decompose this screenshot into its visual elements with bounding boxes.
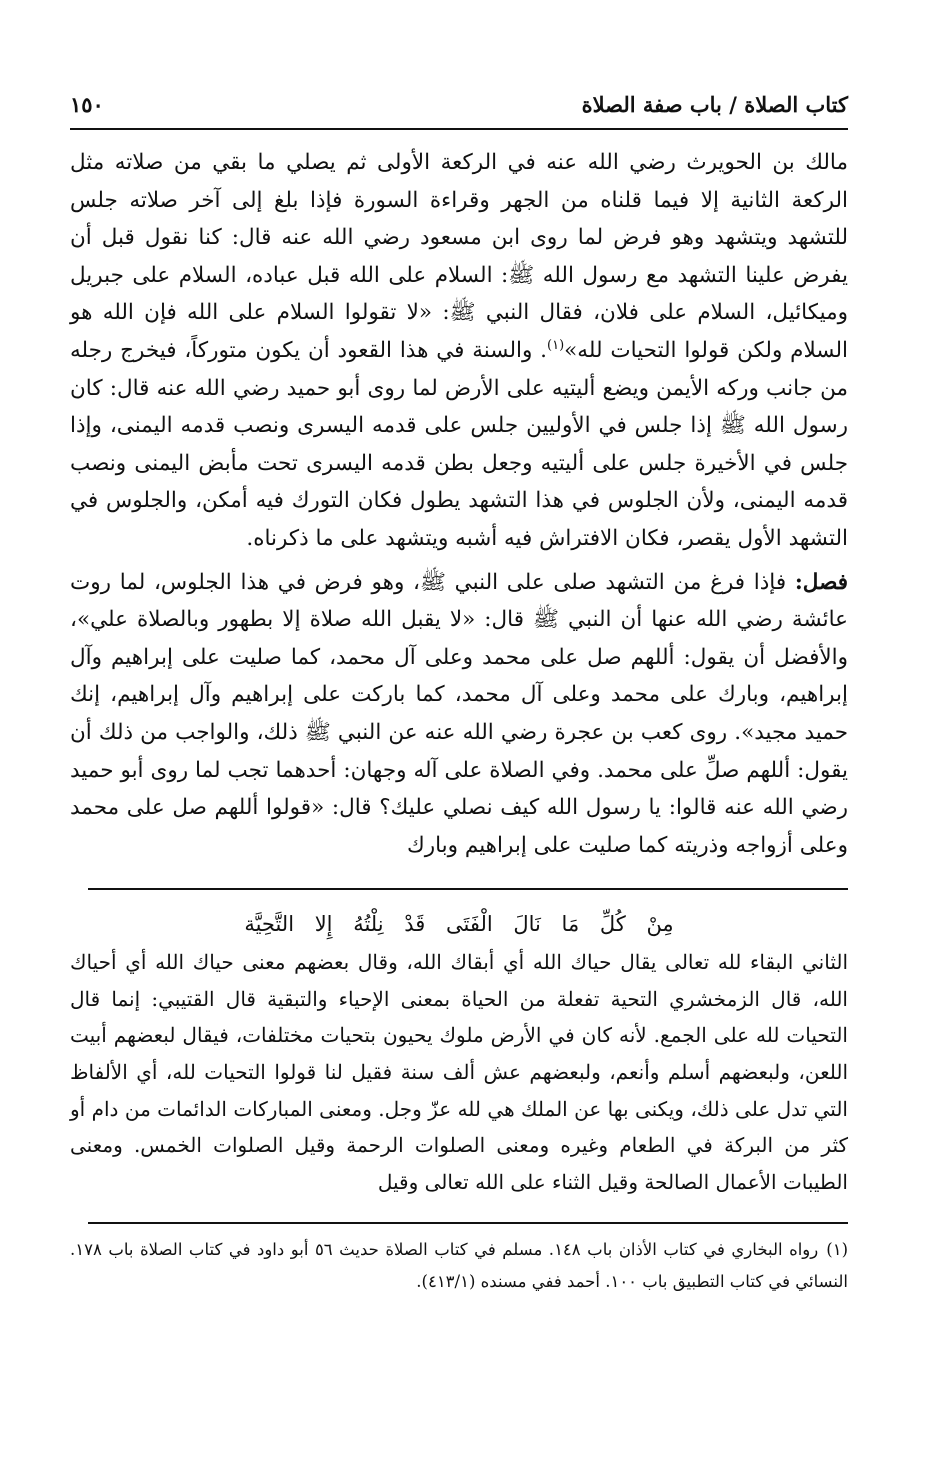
paragraph-1: [70, 144, 848, 558]
footnote-1: [70, 1234, 848, 1298]
footnote-1-number: (١): [826, 1240, 848, 1260]
paragraph-1-text-b: . والسنة في هذا القعود أن يكون متوركاً، فيخرج رجله من جانب وركه الأيمن ويضع أليتيه على الأرض لما روى أبو حميد رضي الله عنه قال: كان رسول الله ﷺ إذا جلس في الأوليين جلس على قدمه اليسرى ونصب قدمه اليمنى، وإذا جلس في الأخيرة جلس على أليتيه وجعل بطن قدمه اليسرى تحت مأبض اليمنى ونصب قدمه اليمنى، ولأن الجلوس في هذا التشهد يطول فكان التورك فيه أمكن، والجلوس في التشهد الأول يقصر، فكان الافتراش فيه أشبه ويتشهد على ما ذكرناه.: [70, 337, 848, 551]
footnote-reference: (١): [547, 337, 565, 353]
commentary-divider: [88, 888, 848, 890]
footnotes: [70, 1234, 848, 1298]
footnote-divider: [88, 1222, 848, 1224]
page-number: ١٥٠: [70, 92, 104, 117]
poetry-verse: مِنْ كُلِّ مَا نَالَ الْفَتَى قَدْ نِلْتُهُ إِلا التَّحِيَّة: [244, 912, 674, 937]
section-label-fasl: فصل:: [794, 569, 848, 595]
commentary-text: [70, 944, 848, 1200]
paragraph-2: [70, 564, 848, 865]
footnote-1-text: رواه البخاري في كتاب الأذان باب ١٤٨. مسلم في كتاب الصلاة حديث ٥٦ أبو داود في كتاب الصلاة باب ١٧٨. النسائي في كتاب التطبيق باب ١٠٠. أحمد ففي مسنده (٤١٣/١).: [70, 1240, 848, 1292]
page-header: [70, 88, 848, 130]
paragraph-1-text-a: مالك بن الحويرث رضي الله عنه في الركعة الأولى ثم يصلي ما بقي من صلاته مثل الركعة الثانية إلا فيما قلناه من الجهر وقراءة السورة فإذا بلغ إلى آخر صلاته جلس للتشهد ويتشهد وهو فرض لما روى ابن مسعود رضي الله عنه قال: كنا نقول قبل أن يفرض علينا التشهد مع رسول الله ﷺ: السلام على الله قبل عباده، السلام على جبريل وميكائيل، السلام على فلان، فقال النبي ﷺ: «لا تقولوا السلام على الله فإن الله هو السلام ولكن قولوا التحيات لله»: [70, 150, 848, 363]
commentary-paragraph: الثاني البقاء لله تعالى يقال حياك الله أي أبقاك الله، وقال بعضهم معنى حياك الله أي أحياك الله، قال الزمخشري التحية تفعلة من الحياة بمعنى الإحياء والتبقية قال القتيبي: إنما قال التحيات لله على الجمع. لأنه كان في الأرض ملوك يحيون بتحيات مختلفات، فيقال لبعضهم أبيت اللعن، ولبعضهم أسلم وأنعم، ولبعضهم عش ألف سنة فقيل لنا قولوا التحيات لله، أي الألفاظ التي تدل على ذلك، ويكنى بها عن الملك هي لله عزّ وجل. ومعنى المباركات الدائمات من دام أو كثر من البركة في الطعام وغيره ومعنى الصلوات الرحمة وقيل الصلوات الخمس. ومعنى الطيبات الأعمال الصالحة وقيل الثناء على الله تعالى وقيل: [70, 950, 848, 1194]
book-page: [70, 88, 848, 1298]
running-head: كتاب الصلاة / باب صفة الصلاة: [581, 92, 848, 117]
main-text: [70, 144, 848, 864]
paragraph-2-text: فإذا فرغ من التشهد صلى على النبي ﷺ، وهو فرض في هذا الجلوس، لما روت عائشة رضي الله عنها أن النبي ﷺ قال: «لا يقبل الله صلاة إلا بطهور وبالصلاة علي»، والأفضل أن يقول: أللهم صل على محمد وعلى آل محمد، كما صليت على إبراهيم وآل إبراهيم، وبارك على محمد وعلى آل محمد، كما باركت على إبراهيم وآل إبراهيم، إنك حميد مجيد». روى كعب بن عجرة رضي الله عنه عن النبي ﷺ ذلك، والواجب من ذلك أن يقول: أللهم صلِّ على محمد. وفي الصلاة على آله وجهان: أحدهما تجب لما روى أبو حميد رضي الله عنه قالوا: يا رسول الله كيف نصلي عليك؟ قال: «قولوا أللهم صل على محمد وعلى أزواجه وذريته كما صليت على إبراهيم وبارك: [70, 569, 848, 858]
